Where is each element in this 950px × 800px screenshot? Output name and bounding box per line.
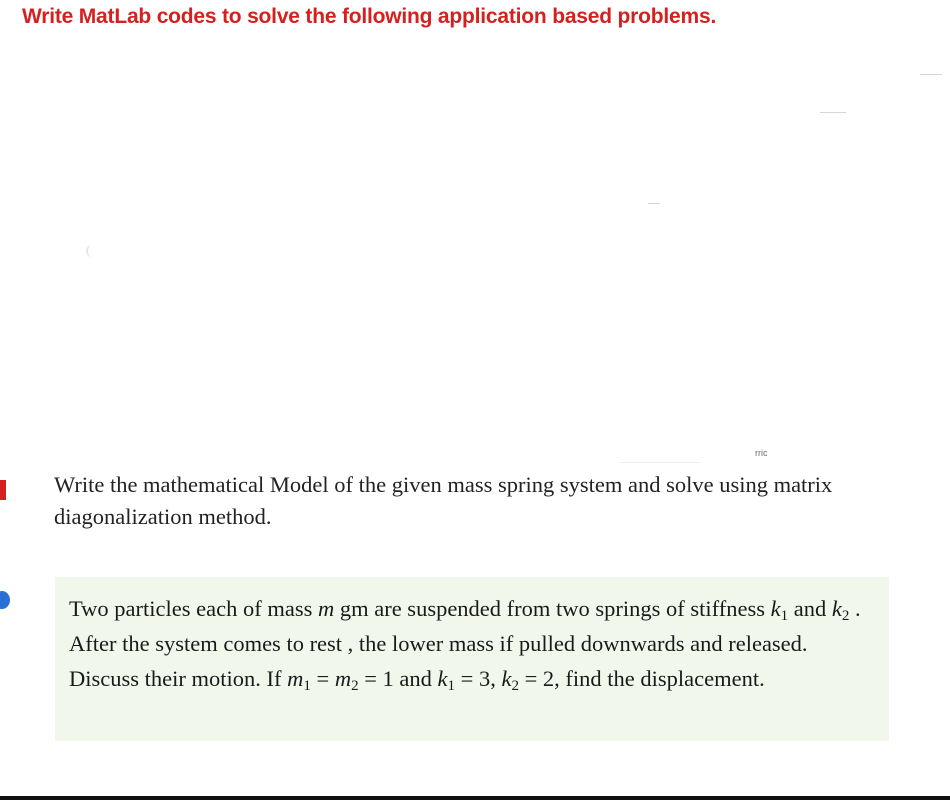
faint-curve-mark	[86, 245, 98, 257]
bullet-marker	[0, 591, 10, 609]
faint-mark	[648, 203, 660, 204]
page-title: Write MatLab codes to solve the following application based problems.	[22, 5, 717, 28]
faint-mark	[620, 462, 700, 463]
question-text: Write the mathematical Model of the given mass spring system and solve using matrix diagonalization method.	[54, 472, 833, 529]
faint-mark	[820, 112, 846, 113]
faint-mark	[920, 74, 942, 75]
problem-text: Two particles each of mass m gm are suspended from two springs of stiffness $k_1$ and $k_2$ . After the system comes to rest , the lower mass if pulled downwards and released. Discuss their motion. If $m_1 = m_2 = 1$ and $k_1 = 3$, $k_2 = 2$, find the displacement.	[69, 596, 861, 694]
bottom-border	[0, 796, 950, 800]
question-number-marker	[0, 480, 6, 500]
stray-label: rric	[755, 448, 768, 458]
problem-box	[55, 577, 889, 741]
